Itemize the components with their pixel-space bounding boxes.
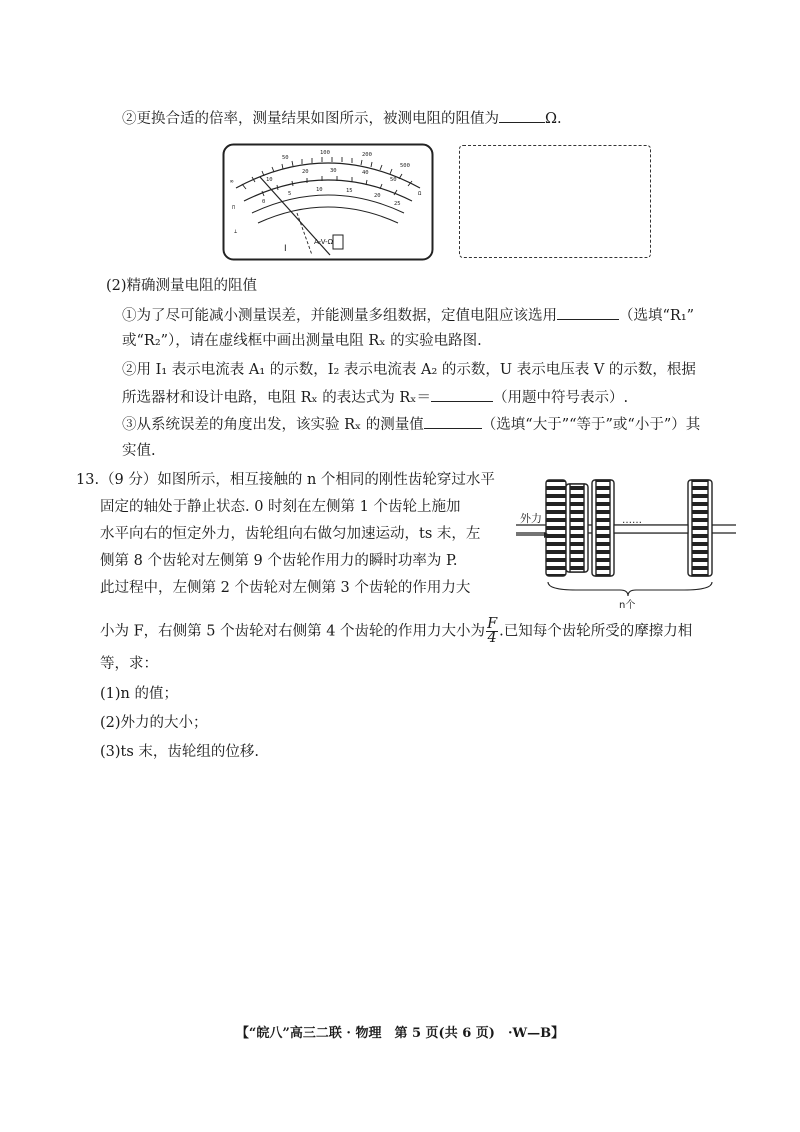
q1-text: ①为了尽可能减小测量误差，并能测量多组数据，定值电阻应该选用 bbox=[122, 308, 557, 324]
svg-text:I: I bbox=[284, 244, 287, 254]
q1-text-end: （选填“R₁” bbox=[619, 308, 695, 324]
svg-text:30: 30 bbox=[330, 168, 337, 174]
ellipsis-label: …… bbox=[622, 515, 642, 526]
q1-line2: 或“R₂”），请在虚线框中画出测量电阻 Rₓ 的实验电路图. bbox=[122, 333, 482, 349]
svg-text:5: 5 bbox=[288, 191, 292, 197]
svg-text:0: 0 bbox=[262, 199, 266, 205]
q13-line-2: 固定的轴处于静止状态. 0 时刻在左侧第 1 个齿轮上施加 bbox=[100, 499, 461, 515]
q13-line6-text: 小为 F，右侧第 5 个齿轮对右侧第 4 个齿轮的作用力大小为 bbox=[100, 623, 486, 640]
answer-blank bbox=[424, 414, 482, 429]
svg-text:20: 20 bbox=[374, 193, 381, 199]
q3-text-end: （选填“大于”“等于”或“小于”）其 bbox=[481, 417, 701, 433]
q2-text-end: （用题中符号表示）. bbox=[492, 390, 629, 406]
svg-text:∞: ∞ bbox=[230, 179, 234, 185]
q13-line-5: 此过程中，左侧第 2 个齿轮对左侧第 3 个齿轮的作用力大 bbox=[100, 580, 471, 596]
item2-line bbox=[122, 108, 562, 129]
q2-line1: ②用 I₁ 表示电流表 A₁ 的示数，I₂ 表示电流表 A₂ 的示数，U 表示电压表 V 的示数，根据 bbox=[122, 362, 696, 378]
q13-line-6 bbox=[100, 618, 692, 645]
q13-number: 13. bbox=[76, 472, 100, 488]
page-footer: 【“皖八”高三二联 · 物理 第 5 页(共 6 页) ·W—B】 bbox=[235, 1026, 565, 1041]
q2-text: 所选器材和设计电路，电阻 Rₓ 的表达式为 Rₓ＝ bbox=[122, 390, 431, 406]
fraction-f-over-4 bbox=[486, 618, 498, 645]
svg-text:50: 50 bbox=[282, 155, 289, 161]
q13-sub-1: (1)n 的值； bbox=[100, 686, 178, 702]
force-label: 外力 bbox=[520, 512, 542, 525]
svg-text:100: 100 bbox=[320, 150, 330, 156]
q3-line1 bbox=[122, 414, 700, 435]
fraction-numerator: F bbox=[487, 616, 498, 632]
item2-text: ②更换合适的倍率，测量结果如图所示，被测电阻的阻值为 bbox=[122, 111, 499, 127]
q13-line-4: 侧第 8 个齿轮对左侧第 9 个齿轮作用力的瞬时功率为 P. bbox=[100, 553, 458, 569]
circuit-diagram-box bbox=[459, 145, 651, 258]
answer-blank bbox=[431, 387, 493, 402]
svg-text:10: 10 bbox=[316, 187, 323, 193]
q13-sub-3: (3)ts 末，齿轮组的位移. bbox=[100, 744, 260, 760]
svg-text:25: 25 bbox=[394, 201, 401, 207]
q2-line2 bbox=[122, 387, 628, 408]
svg-text:20: 20 bbox=[302, 169, 309, 175]
multimeter-figure bbox=[222, 143, 434, 261]
part2-heading: (2)精确测量电阻的阻值 bbox=[106, 278, 258, 294]
q13-sub-2: (2)外力的大小； bbox=[100, 715, 208, 731]
q3-line2: 实值. bbox=[122, 443, 156, 459]
answer-blank bbox=[557, 305, 619, 320]
q13-line-7: 等，求： bbox=[100, 656, 158, 672]
answer-blank bbox=[499, 108, 545, 123]
svg-text:⊓: ⊓ bbox=[232, 205, 236, 211]
svg-text:15: 15 bbox=[346, 188, 353, 194]
svg-text:A-V-Ω: A-V-Ω bbox=[314, 238, 334, 246]
gears-figure bbox=[516, 476, 736, 616]
svg-text:⊥: ⊥ bbox=[234, 229, 238, 235]
svg-text:200: 200 bbox=[362, 152, 372, 158]
svg-text:50: 50 bbox=[390, 177, 397, 183]
svg-text:40: 40 bbox=[362, 170, 369, 176]
q13-line-3: 水平向右的恒定外力，齿轮组向右做匀加速运动，ts 末，左 bbox=[100, 526, 481, 542]
count-label: n个 bbox=[619, 600, 636, 611]
svg-text:10: 10 bbox=[266, 177, 273, 183]
q13-line6-end: .已知每个齿轮所受的摩擦力相 bbox=[499, 623, 693, 640]
svg-text:500: 500 bbox=[400, 163, 410, 169]
svg-text:Ω: Ω bbox=[418, 191, 422, 197]
item2-unit: Ω. bbox=[545, 111, 562, 127]
q3-text: ③从系统误差的角度出发，该实验 Rₓ 的测量值 bbox=[122, 417, 424, 433]
q13-line-1: （9 分）如图所示，相互接触的 n 个相同的刚性齿轮穿过水平 bbox=[100, 472, 495, 488]
q1-line1 bbox=[122, 305, 694, 326]
fraction-denominator: 4 bbox=[487, 630, 497, 646]
